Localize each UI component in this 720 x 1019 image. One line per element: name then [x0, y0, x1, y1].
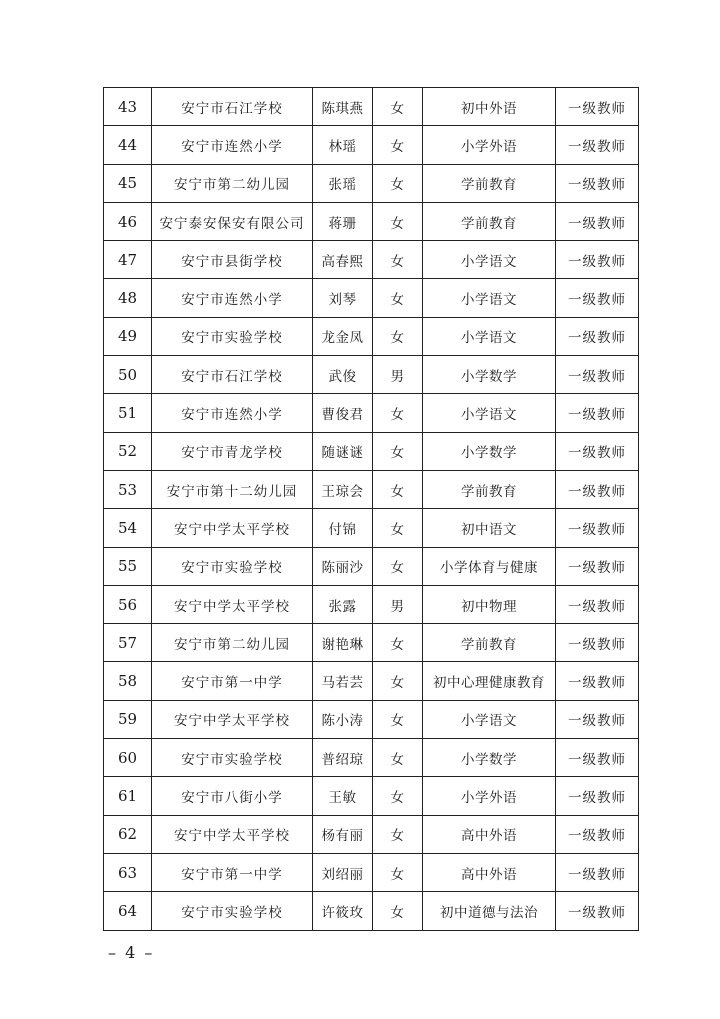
row-number: 61 — [104, 777, 152, 815]
title-cell: 一级教师 — [556, 624, 639, 662]
name-cell: 张露 — [313, 585, 373, 623]
table-row — [104, 241, 639, 279]
gender-cell: 女 — [373, 547, 423, 585]
school-cell: 安宁泰安保安有限公司 — [152, 202, 313, 240]
gender-cell: 女 — [373, 88, 423, 126]
title-cell: 一级教师 — [556, 815, 639, 853]
roster-body — [104, 88, 639, 931]
table-row — [104, 164, 639, 202]
row-number: 58 — [104, 662, 152, 700]
gender-cell: 女 — [373, 279, 423, 317]
name-cell: 王敏 — [313, 777, 373, 815]
row-number: 53 — [104, 470, 152, 508]
gender-cell: 女 — [373, 777, 423, 815]
title-cell: 一级教师 — [556, 547, 639, 585]
name-cell: 林瑶 — [313, 126, 373, 164]
school-cell: 安宁市连然小学 — [152, 394, 313, 432]
school-cell: 安宁市第二幼儿园 — [152, 164, 313, 202]
school-cell: 安宁中学太平学校 — [152, 509, 313, 547]
table-row — [104, 547, 639, 585]
title-cell: 一级教师 — [556, 432, 639, 470]
school-cell: 安宁中学太平学校 — [152, 700, 313, 738]
page-number: – 4 – — [108, 943, 155, 962]
title-cell: 一级教师 — [556, 739, 639, 777]
school-cell: 安宁市石江学校 — [152, 88, 313, 126]
gender-cell: 女 — [373, 662, 423, 700]
school-cell: 安宁市第十二幼儿园 — [152, 470, 313, 508]
title-cell: 一级教师 — [556, 470, 639, 508]
table-row — [104, 356, 639, 394]
table-row — [104, 126, 639, 164]
gender-cell: 女 — [373, 892, 423, 930]
school-cell: 安宁市第一中学 — [152, 662, 313, 700]
subject-cell: 初中物理 — [423, 585, 556, 623]
name-cell: 龙金凤 — [313, 317, 373, 355]
subject-cell: 小学外语 — [423, 126, 556, 164]
title-cell: 一级教师 — [556, 509, 639, 547]
title-cell: 一级教师 — [556, 202, 639, 240]
table-row — [104, 509, 639, 547]
row-number: 62 — [104, 815, 152, 853]
gender-cell: 女 — [373, 126, 423, 164]
subject-cell: 学前教育 — [423, 164, 556, 202]
school-cell: 安宁市实验学校 — [152, 739, 313, 777]
row-number: 64 — [104, 892, 152, 930]
row-number: 63 — [104, 853, 152, 891]
title-cell: 一级教师 — [556, 356, 639, 394]
table-row — [104, 585, 639, 623]
school-cell: 安宁市连然小学 — [152, 126, 313, 164]
table-row — [104, 624, 639, 662]
row-number: 55 — [104, 547, 152, 585]
row-number: 51 — [104, 394, 152, 432]
table-row — [104, 317, 639, 355]
table-row — [104, 279, 639, 317]
row-number: 48 — [104, 279, 152, 317]
school-cell: 安宁市第一中学 — [152, 853, 313, 891]
title-cell: 一级教师 — [556, 853, 639, 891]
name-cell: 曹俊君 — [313, 394, 373, 432]
table-row — [104, 700, 639, 738]
row-number: 57 — [104, 624, 152, 662]
school-cell: 安宁市实验学校 — [152, 317, 313, 355]
title-cell: 一级教师 — [556, 585, 639, 623]
school-cell: 安宁市实验学校 — [152, 892, 313, 930]
row-number: 44 — [104, 126, 152, 164]
row-number: 45 — [104, 164, 152, 202]
table-row — [104, 88, 639, 126]
row-number: 46 — [104, 202, 152, 240]
name-cell: 武俊 — [313, 356, 373, 394]
table-row — [104, 432, 639, 470]
school-cell: 安宁市第二幼儿园 — [152, 624, 313, 662]
title-cell: 一级教师 — [556, 126, 639, 164]
subject-cell: 小学语文 — [423, 700, 556, 738]
gender-cell: 女 — [373, 739, 423, 777]
table-row — [104, 202, 639, 240]
row-number: 54 — [104, 509, 152, 547]
table-row — [104, 815, 639, 853]
row-number: 49 — [104, 317, 152, 355]
table-row — [104, 394, 639, 432]
subject-cell: 小学语文 — [423, 317, 556, 355]
subject-cell: 小学语文 — [423, 279, 556, 317]
school-cell: 安宁市青龙学校 — [152, 432, 313, 470]
row-number: 59 — [104, 700, 152, 738]
subject-cell: 初中道德与法治 — [423, 892, 556, 930]
table-row — [104, 853, 639, 891]
name-cell: 张瑶 — [313, 164, 373, 202]
gender-cell: 女 — [373, 317, 423, 355]
gender-cell: 女 — [373, 624, 423, 662]
name-cell: 刘绍丽 — [313, 853, 373, 891]
subject-cell: 高中外语 — [423, 815, 556, 853]
name-cell: 谢艳琳 — [313, 624, 373, 662]
subject-cell: 小学数学 — [423, 356, 556, 394]
teacher-roster-table — [103, 87, 639, 931]
gender-cell: 女 — [373, 700, 423, 738]
gender-cell: 女 — [373, 509, 423, 547]
gender-cell: 男 — [373, 356, 423, 394]
subject-cell: 高中外语 — [423, 853, 556, 891]
subject-cell: 初中语文 — [423, 509, 556, 547]
table-row — [104, 777, 639, 815]
school-cell: 安宁市连然小学 — [152, 279, 313, 317]
gender-cell: 女 — [373, 815, 423, 853]
gender-cell: 女 — [373, 202, 423, 240]
row-number: 43 — [104, 88, 152, 126]
name-cell: 付锦 — [313, 509, 373, 547]
subject-cell: 小学语文 — [423, 394, 556, 432]
title-cell: 一级教师 — [556, 164, 639, 202]
subject-cell: 小学外语 — [423, 777, 556, 815]
school-cell: 安宁市实验学校 — [152, 547, 313, 585]
gender-cell: 男 — [373, 585, 423, 623]
school-cell: 安宁市八街小学 — [152, 777, 313, 815]
name-cell: 王琼会 — [313, 470, 373, 508]
table-row — [104, 470, 639, 508]
table-row — [104, 739, 639, 777]
title-cell: 一级教师 — [556, 241, 639, 279]
name-cell: 许筱玫 — [313, 892, 373, 930]
name-cell: 刘琴 — [313, 279, 373, 317]
table-row — [104, 892, 639, 930]
title-cell: 一级教师 — [556, 700, 639, 738]
gender-cell: 女 — [373, 432, 423, 470]
school-cell: 安宁市县街学校 — [152, 241, 313, 279]
title-cell: 一级教师 — [556, 317, 639, 355]
title-cell: 一级教师 — [556, 662, 639, 700]
subject-cell: 学前教育 — [423, 470, 556, 508]
name-cell: 高春熙 — [313, 241, 373, 279]
name-cell: 陈琪燕 — [313, 88, 373, 126]
school-cell: 安宁中学太平学校 — [152, 815, 313, 853]
subject-cell: 学前教育 — [423, 624, 556, 662]
name-cell: 普绍琼 — [313, 739, 373, 777]
title-cell: 一级教师 — [556, 394, 639, 432]
school-cell: 安宁中学太平学校 — [152, 585, 313, 623]
school-cell: 安宁市石江学校 — [152, 356, 313, 394]
subject-cell: 小学语文 — [423, 241, 556, 279]
subject-cell: 小学数学 — [423, 739, 556, 777]
subject-cell: 初中心理健康教育 — [423, 662, 556, 700]
table-row — [104, 662, 639, 700]
title-cell: 一级教师 — [556, 892, 639, 930]
title-cell: 一级教师 — [556, 279, 639, 317]
name-cell: 蒋珊 — [313, 202, 373, 240]
name-cell: 随谜谜 — [313, 432, 373, 470]
gender-cell: 女 — [373, 164, 423, 202]
gender-cell: 女 — [373, 394, 423, 432]
subject-cell: 小学体育与健康 — [423, 547, 556, 585]
title-cell: 一级教师 — [556, 777, 639, 815]
gender-cell: 女 — [373, 853, 423, 891]
name-cell: 马若芸 — [313, 662, 373, 700]
name-cell: 杨有丽 — [313, 815, 373, 853]
row-number: 50 — [104, 356, 152, 394]
subject-cell: 学前教育 — [423, 202, 556, 240]
row-number: 52 — [104, 432, 152, 470]
row-number: 47 — [104, 241, 152, 279]
row-number: 60 — [104, 739, 152, 777]
name-cell: 陈丽沙 — [313, 547, 373, 585]
row-number: 56 — [104, 585, 152, 623]
gender-cell: 女 — [373, 241, 423, 279]
title-cell: 一级教师 — [556, 88, 639, 126]
name-cell: 陈小涛 — [313, 700, 373, 738]
gender-cell: 女 — [373, 470, 423, 508]
subject-cell: 小学数学 — [423, 432, 556, 470]
subject-cell: 初中外语 — [423, 88, 556, 126]
